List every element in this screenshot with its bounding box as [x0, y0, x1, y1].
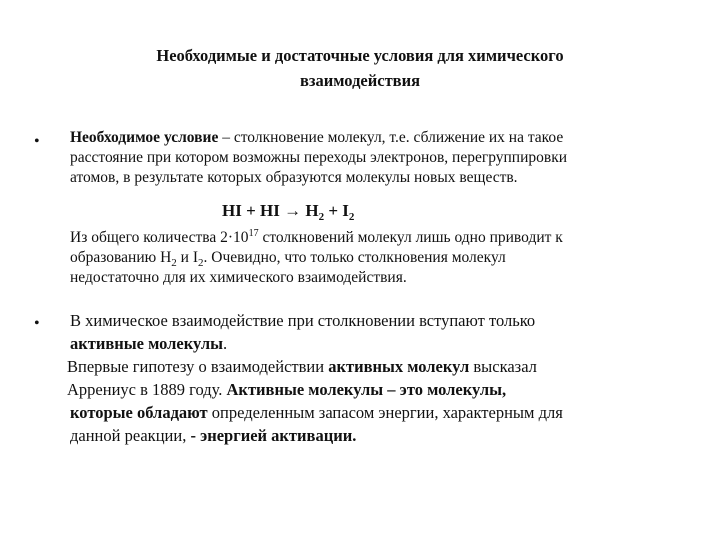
active-molecules-hypothesis: активных молекул [328, 357, 470, 376]
arrhenius-line-1-a: Впервые гипотезу о взаимодействии [67, 357, 329, 376]
bullet-1-text [70, 128, 710, 188]
bullet-2-line-1: В химическое взаимодействие при столкновении вступают только [70, 311, 536, 330]
note-line-3: недостаточно для их химического взаимодействия. [70, 269, 407, 286]
note-h-subscript: 2 [171, 257, 177, 269]
equation-lhs: HI + HI → H [222, 201, 319, 220]
title-line-1: Необходимые и достаточные условия для химического [156, 46, 564, 65]
note-line-1-b: столкновений молекул лишь одно приводит к [258, 229, 563, 246]
equation-h-subscript: 2 [318, 211, 325, 223]
reaction-equation [222, 200, 354, 228]
active-molecules-term: активные молекулы [70, 334, 224, 353]
equation-i-subscript: 2 [348, 211, 355, 223]
slide-title [0, 43, 720, 93]
bullet-2-text [70, 309, 710, 355]
which-have-term: которые обладают [70, 403, 208, 422]
arrhenius-line-4-a: данной реакции, [70, 426, 191, 445]
arrhenius-line-1-b: высказал [469, 357, 537, 376]
note-line-2-a: образованию H [70, 249, 172, 266]
arrhenius-line-3-rest: определенным запасом энергии, характерным для [207, 403, 563, 422]
bullet-2-marker: • [34, 315, 40, 332]
bullet-1-line-3: атомов, в результате которых образуются молекулы новых веществ. [70, 169, 518, 186]
collision-note [70, 228, 710, 288]
equation-plus-i: + I [324, 201, 349, 220]
active-molecules-definition: Активные молекулы – это молекулы, [226, 380, 507, 399]
bullet-1-line-2: расстояние при котором возможны переходы электронов, перегруппировки [70, 149, 568, 166]
activation-energy-term: - энергией активации. [190, 426, 357, 445]
note-line-2-b: и I [176, 249, 198, 266]
bullet-1-line-1: – столкновение молекул, т.е. сближение их на такое [218, 129, 564, 146]
bullet-1-marker: • [34, 133, 40, 150]
note-i-subscript: 2 [198, 257, 204, 269]
arrhenius-line-2-a: Аррениус в 1889 году. [67, 380, 227, 399]
arrhenius-paragraph [63, 355, 713, 447]
note-line-1-a: Из общего количества 2·10 [70, 229, 249, 246]
title-line-2: взаимодействия [299, 71, 421, 90]
bullet-2-line-2-end: . [223, 334, 228, 353]
note-line-2-c: . Очевидно, что только столкновения молекул [203, 249, 506, 266]
note-exponent: 17 [248, 228, 259, 239]
necessary-condition-term: Необходимое условие [70, 129, 219, 146]
